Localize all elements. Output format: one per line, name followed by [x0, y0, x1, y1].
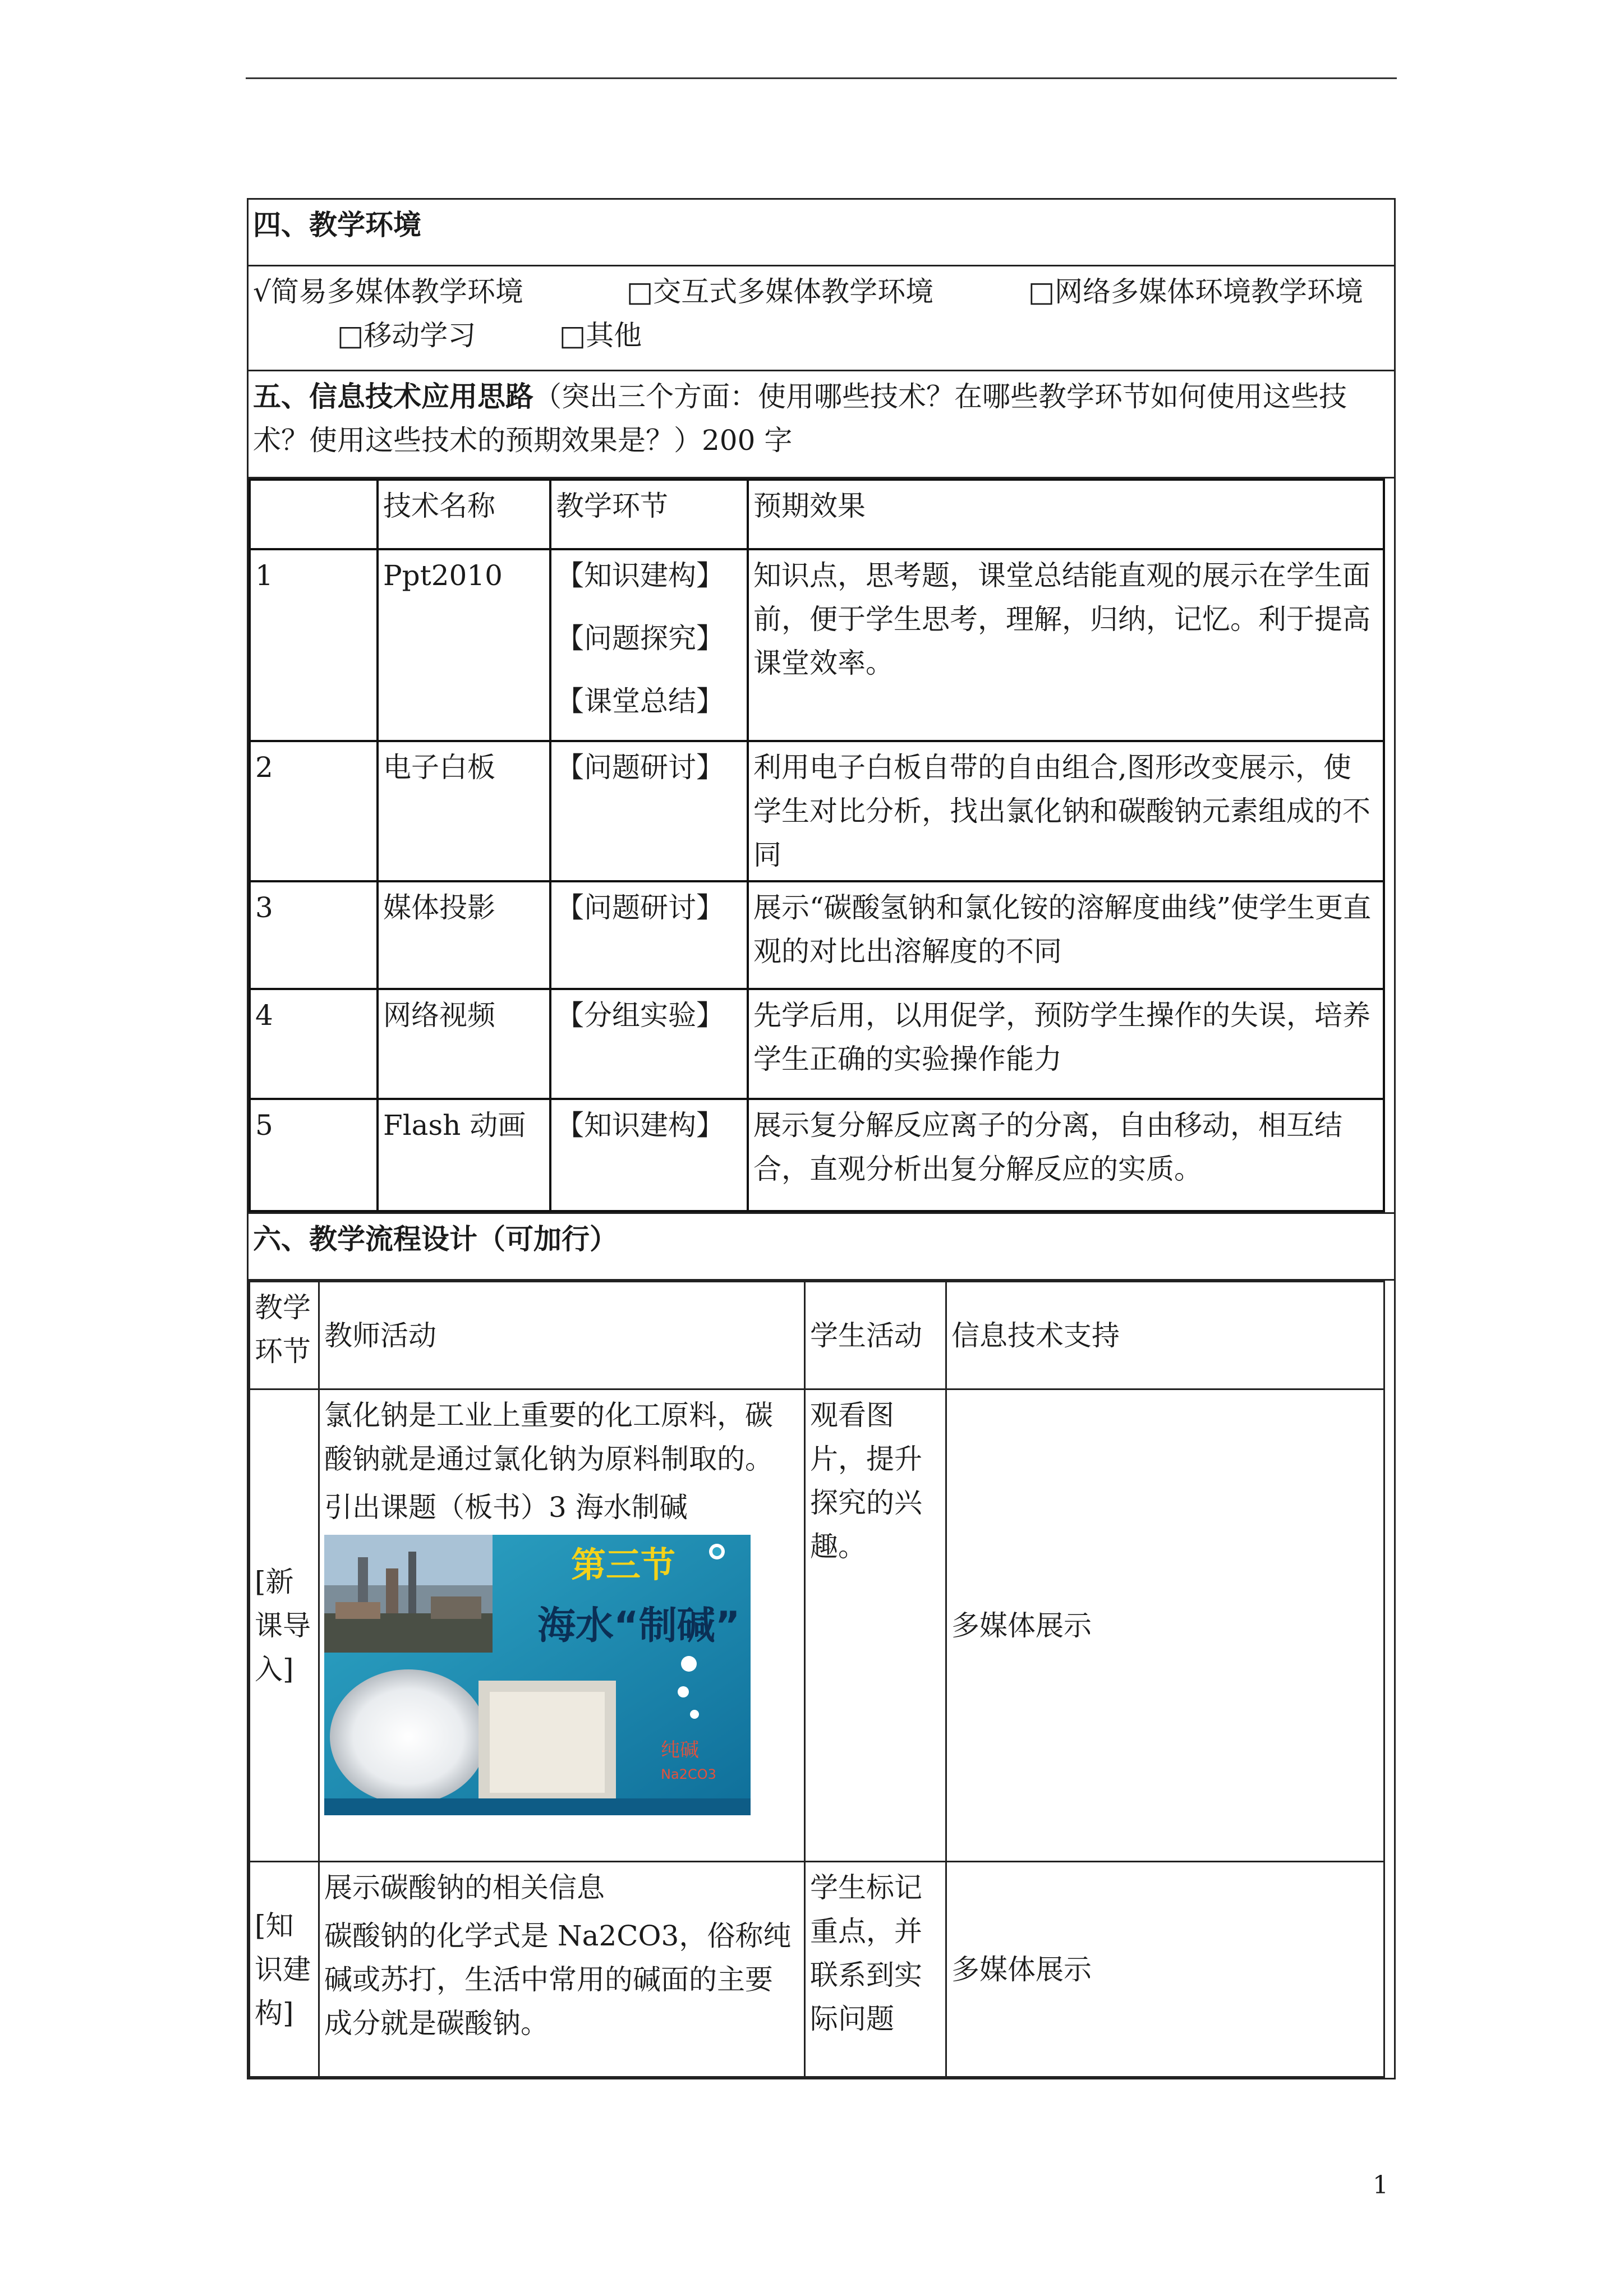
option-other: □其他: [559, 319, 642, 352]
section5-title: 五、信息技术应用思路: [253, 380, 533, 413]
tech-row-stages: 【问题研讨】: [550, 881, 748, 989]
flow-header-student: 学生活动: [805, 1282, 946, 1389]
section4-title: 四、教学环境: [253, 208, 421, 241]
flow-teacher: [319, 1389, 805, 1862]
option-network-multimedia: □网络多媒体环境教学环境: [1028, 275, 1364, 308]
tech-row-num: 2: [250, 741, 378, 881]
section4-options: [248, 266, 1395, 371]
table-row: [250, 989, 1384, 1099]
slide-title-line1: 第三节: [571, 1544, 676, 1585]
teacher-text: 展示碳酸钠的相关信息: [324, 1871, 605, 1904]
slide-illustration: [324, 1535, 751, 1815]
header-rule: [246, 77, 1397, 79]
tech-row-name: 网络视频: [378, 989, 550, 1099]
tech-row-effect: 先学后用，以用促学，预防学生操作的失误，培养学生正确的实验操作能力: [748, 989, 1384, 1099]
flow-table: [249, 1281, 1385, 2078]
tech-header-effect: 预期效果: [748, 480, 1384, 549]
section5-instructions: （突出三个方面：使用哪些技术？在哪些教学环节如何使用这些技术？使用这些技术的预期效果是？）200 字: [253, 380, 1347, 457]
flow-it: 多媒体展示: [946, 1862, 1384, 2077]
tech-row-stages: 【分组实验】: [550, 989, 748, 1099]
tech-row-name: Ppt2010: [378, 549, 550, 741]
flow-header-it: 信息技术支持: [946, 1282, 1384, 1389]
flow-header-teacher: 教师活动: [319, 1282, 805, 1389]
tech-table-cell: [248, 478, 1395, 1213]
table-row: [250, 549, 1384, 741]
tech-header-name: 技术名称: [378, 480, 550, 549]
tech-row-effect: 展示复分解反应离子的分离，自由移动，相互结合，直观分析出复分解反应的实质。: [748, 1099, 1384, 1211]
table-row: [250, 1099, 1384, 1211]
table-row: [250, 881, 1384, 989]
section6-title-cell: [248, 1213, 1395, 1280]
section5-title-cell: [248, 371, 1395, 478]
teacher-text: 碳酸钠的化学式是 Na2CO3，俗称纯碱或苏打，生活中常用的碱面的主要成分就是碳酸钠。: [324, 1920, 792, 2040]
option-interactive-multimedia: □交互式多媒体教学环境: [626, 275, 934, 308]
tech-row-name: 媒体投影: [378, 881, 550, 989]
slide-tag-formula: Na2CO3: [661, 1766, 716, 1782]
table-row: [250, 741, 1384, 881]
tech-row-num: 5: [250, 1099, 378, 1211]
tech-row-stages: 【问题研讨】: [550, 741, 748, 881]
tech-row-stages: 【知识建构】: [550, 1099, 748, 1211]
tech-row-name: 电子白板: [378, 741, 550, 881]
option-mobile-learning: □移动学习: [337, 319, 476, 352]
flow-student: 学生标记重点，并联系到实际问题: [805, 1862, 946, 2077]
flow-stage: [新课导入]: [250, 1389, 319, 1862]
tech-row-num: 1: [250, 549, 378, 741]
teacher-text: 氯化钠是工业上重要的化工原料，碳酸钠就是通过氯化钠为原料制取的。: [324, 1399, 773, 1475]
flow-teacher: [319, 1862, 805, 2077]
tech-row-effect: 知识点，思考题，课堂总结能直观的展示在学生面前，便于学生思考，理解，归纳，记忆。利于提高课堂效率。: [748, 549, 1384, 741]
table-row: [250, 1389, 1384, 1862]
lesson-plan-table: [247, 198, 1396, 2079]
tech-row-stages: [550, 549, 748, 741]
slide-title-line2: 海水“制碱”: [537, 1604, 740, 1648]
tech-row-num: 4: [250, 989, 378, 1099]
tech-row-effect: 展示“碳酸氢钠和氯化铵的溶解度曲线”使学生更直观的对比出溶解度的不同: [748, 881, 1384, 989]
teacher-text: 引出课题（板书）3 海水制碱: [324, 1491, 688, 1524]
slide-image: [324, 1535, 751, 1815]
flow-it: 多媒体展示: [946, 1389, 1384, 1862]
page-number: 1: [1373, 2171, 1388, 2200]
flow-table-cell: [248, 1280, 1395, 2079]
section6-title: 六、教学流程设计（可加行）: [253, 1222, 618, 1255]
tech-table: [249, 478, 1385, 1212]
tech-table-header: [250, 480, 1384, 549]
flow-header-stage: 教学环节: [250, 1282, 319, 1389]
stage-label: 【问题探究】: [556, 622, 724, 655]
tech-row-effect: 利用电子白板自带的自由组合,图形改变展示，使学生对比分析，找出氯化钠和碳酸钠元素组成的不同: [748, 741, 1384, 881]
tech-header-stage: 教学环节: [550, 480, 748, 549]
flow-student: 观看图片，提升探究的兴趣。: [805, 1389, 946, 1862]
stage-label: 【知识建构】: [556, 559, 724, 592]
tech-header-num: [250, 480, 378, 549]
tech-row-num: 3: [250, 881, 378, 989]
section4-title-cell: [248, 199, 1395, 266]
slide-tag-soda: 纯碱: [661, 1739, 699, 1761]
tech-row-name: Flash 动画: [378, 1099, 550, 1211]
table-row: [250, 1862, 1384, 2077]
flow-table-header: [250, 1282, 1384, 1389]
flow-stage: [知识建构]: [250, 1862, 319, 2077]
option-simple-multimedia: √简易多媒体教学环境: [253, 275, 523, 308]
stage-label: 【课堂总结】: [556, 685, 724, 717]
